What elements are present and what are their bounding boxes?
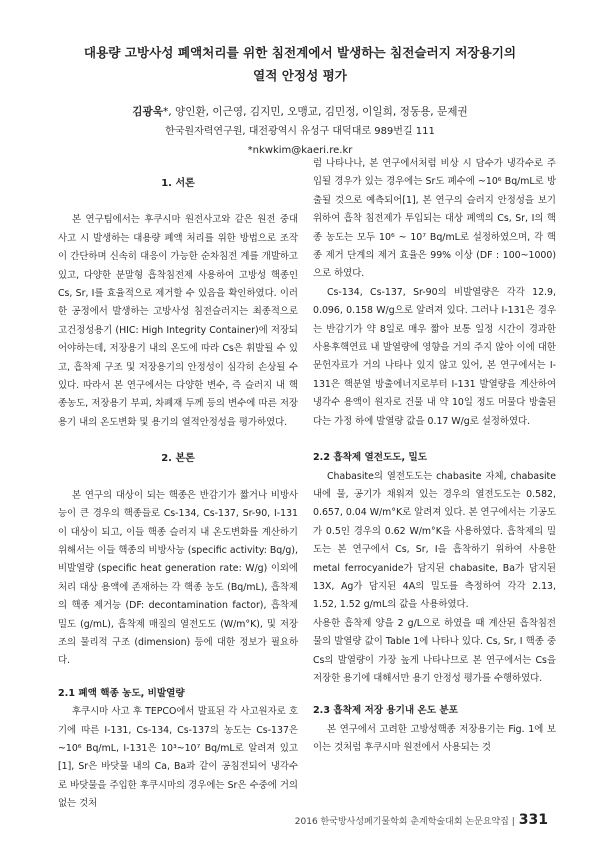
left-column	[58, 175, 298, 814]
lead-author: 김광욱	[132, 106, 163, 118]
temperature-distribution-paragraph: 본 연구에서 고려한 고방성핵종 저장용기는 Fig. 1에 보이는 것처럼 후쿠시마 원전에서 사용되는 것	[313, 723, 556, 754]
subsection-2-1-paragraph: 후쿠시마 사고 후 TEPCO에서 발표된 각 사고원자로 호기에 따른 I-131, Cs-134, Cs-137의 농도는 Cs-137은 ~10⁶ Bq/mL, I-131은 10³~10⁷ Bq/mL로 알려져 있고[1], Sr은 바닷물 내의 Ca, Ba과 같이 공침전되어 냉각수로 바닷물을 주입한 후쿠시마의 경우에는 Sr은 수중에 거의 없는 것처	[58, 706, 298, 810]
co-authors: *, 양인환, 이근영, 김지민, 오맹교, 김민정, 이일희, 정동용, 문제권	[162, 106, 468, 118]
page-number: 331	[518, 812, 548, 828]
section-body-heading: 2. 본론	[161, 453, 195, 465]
right-column	[313, 155, 556, 758]
section-intro-heading: 1. 서론	[161, 178, 195, 189]
authors	[0, 102, 600, 122]
paper-title-line1: 대용량 고방사성 폐액처리를 위한 침전계에서 발생하는 침전슬러지 저장용기의	[83, 45, 517, 60]
table-reference-paragraph: 사용한 흡착제 양을 2 g/L으로 하였을 때 계산된 흡착침전물의 발열량 값이 Table 1에 나타나 있다. Cs, Sr, I 핵종 중 Cs의 발열량이 가장 높게 나타나므로 본 연구에서는 Cs을 저장한 용기에 대해서만 용기 안정성 평가를 수행하였다.	[313, 617, 556, 684]
footer-text: 2016 한국방사성폐기물학회 춘계학술대회 논문요약집	[294, 817, 512, 827]
email: *nkwkim@kaeri.re.kr	[247, 145, 353, 156]
subsection-2-2-heading: 2.2 흡착제 열전도도, 밀도	[313, 452, 428, 464]
page-number-separator: |	[511, 817, 515, 827]
heat-generation-paragraph: Cs-134, Cs-137, Sr-90의 비발열량은 각각 12.9, 0.096, 0.158 W/g으로 알려져 있다. 그러나 I-131은 경우는 반감기가 약 8일로 매우 짧아 보통 일정 시간이 경과한 사용후핵연료 내 발열량에 영향을 거의 주지 않아 이에 대한 문헌자료가 거의 나타나 있지 않고 있어, 본 연구에서는 I-131은 핵분열 방출에너지로부터 I-131 발열량을 계산하여 냉각수 용액이 원자로 건물 내 약 10일 정도 머물다 방출된다는 가정 하에 발열량 값을 0.17 W/g로 설정하였다.	[313, 286, 556, 427]
page-footer	[295, 812, 548, 828]
subsection-2-3-heading: 2.3 흡착제 저장 용기내 온도 분포	[313, 705, 458, 717]
affiliation: 한국원자력연구원, 대전광역시 유성구 대덕대로 989번길 111	[165, 126, 435, 137]
body-paragraph: 본 연구의 대상이 되는 핵종은 반감기가 짧거나 비방사능이 큰 경우의 핵종들로 Cs-134, Cs-137, Sr-90, I-131이 대상이 되고, 이들 핵종 슬러지 내 온도변화를 계산하기 위해서는 이들 핵종의 비방사능 (specific activity: Bq/g), 비발열량 (specific heat generation rate: W/g) 이외에 처리 대상 용액에 존재하는 각 핵종 농도 (Bq/mL), 흡착제의 핵종 제거능 (DF: decontamination factor), 흡착제 밀도 (g/mL), 흡착제 매질의 열전도도 (W/m°K), 및 저장조의 물리적 구조 (dimension) 등에 대한 정보가 필요하다.	[58, 489, 298, 667]
thermal-conductivity-paragraph: Chabasite의 열전도도는 chabasite 자체, chabasite 내에 물, 공기가 채워져 있는 경우의 열전도도는 0.582, 0.657, 0.04 W/m°K로 알려져 있다. 본 연구에서는 기공도가 0.5인 경우의 0.62 W/m°K을 사용하였다. 흡착제의 밀도는 본 연구에서 Cs, Sr, I을 흡착하기 위하여 사용한 metal ferrocyanide가 담지된 chabasite, Ba가 담지된 13X, Ag가 담지된 4A의 밀도를 측정하여 각각 2.13, 1.52, 1.52 g/mL의 값을 사용하였다.	[313, 470, 556, 611]
continued-paragraph: 럼 나타나나, 본 연구에서처럼 비상 시 담수가 냉각수로 주입될 경우가 있는 경우에는 Sr도 폐수에 ~10⁶ Bq/mL로 방출될 것으로 예측되어[1], 본 연구의 슬러지 안정성을 보기 위하여 흡착 침전제가 투입되는 대상 폐액의 Cs, Sr, I의 핵종 농도는 모두 10⁶ ~ 10⁷ Bq/mL로 설정하였으며, 각 핵종 제거 단계의 제거 효율은 99% 이상 (DF : 100~1000)으로 하였다.	[313, 158, 556, 280]
intro-paragraph: 본 연구팀에서는 후쿠시마 원전사고와 같은 원전 중대사고 시 발생하는 대용량 폐액 처리를 위한 방법으로 조작이 간단하며 신속히 대응이 가능한 순차침전 계를 개발하고 있고, 다양한 분말형 흡착침전제 사용하여 고방성 핵종인 Cs, Sr, I를 효율적으로 제거할 수 있음을 확인하였다. 이러한 공정에서 발생하는 고방사성 침전슬러지는 최종적으로 고건정성용기 (HIC: High Integrity Container)에 저장되어야하는데, 저장용기 내의 온도에 따라 Cs은 휘발될 수 있고, 흡착제 구조 및 저장용기의 안정성이 심각히 손상될 수 있다. 따라서 본 연구에서는 다양한 변수, 즉 슬러지 내 핵종농도, 저장용기 부피, 차폐재 두께 등의 변수에 따른 저장용기 내의 온도변화 및 용기의 열적안정성을 평가하였다.	[58, 214, 298, 428]
paper-title-line2: 열적 안정성 평가	[253, 68, 347, 83]
subsection-2-1-heading: 2.1 폐액 핵종 농도, 비발열량	[58, 687, 185, 699]
